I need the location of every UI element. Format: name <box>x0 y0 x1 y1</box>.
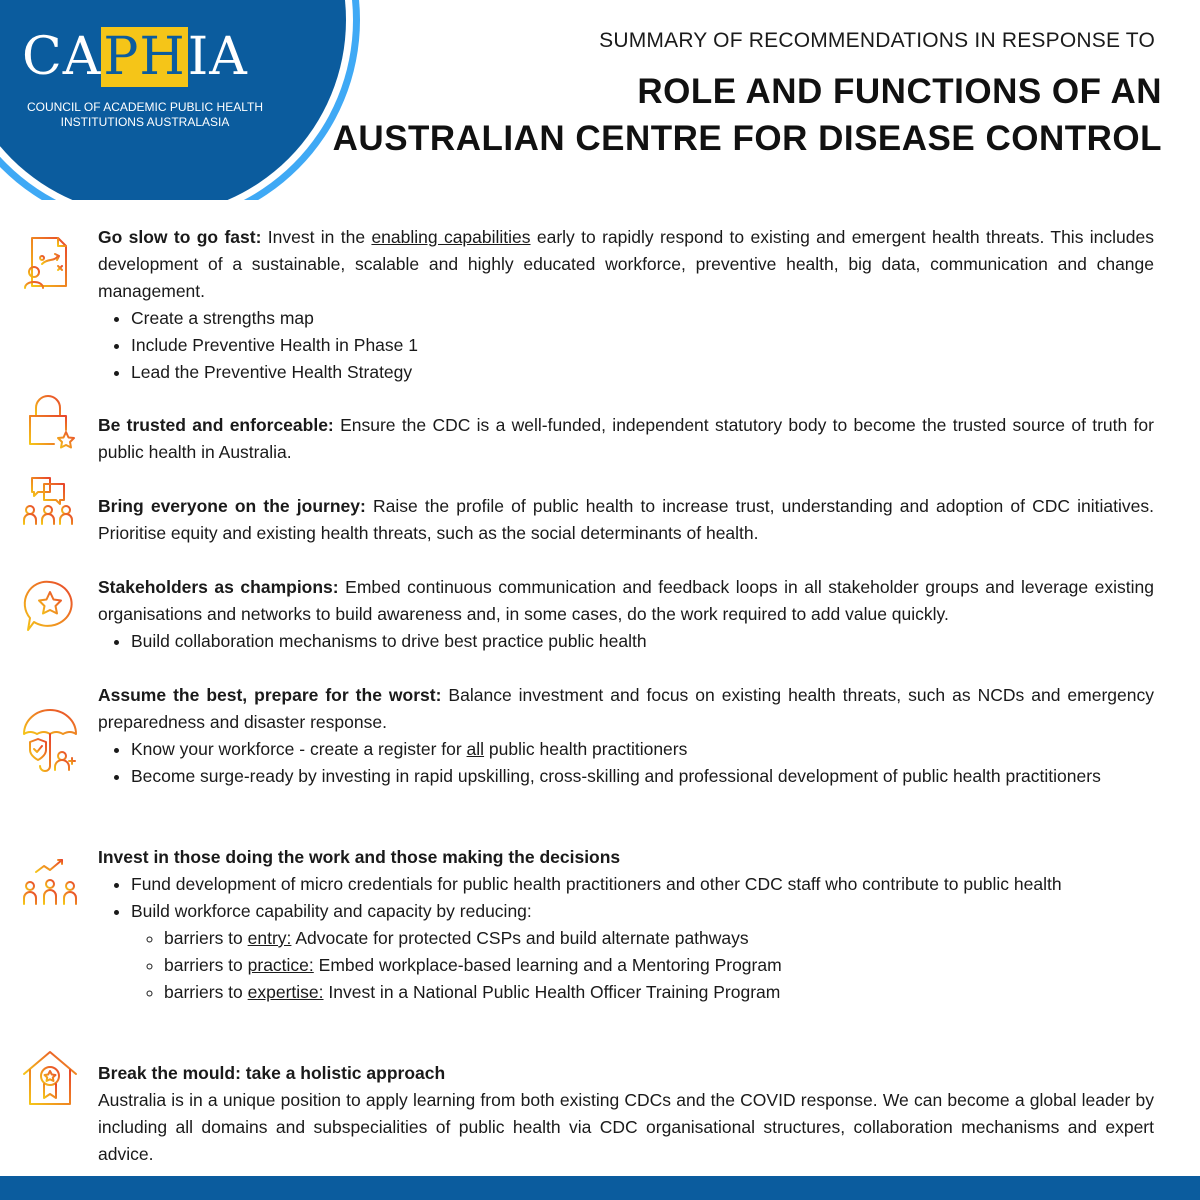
list-item: • Include Preventive Health in Phase 1 <box>131 332 1154 359</box>
section-trusted: Be trusted and enforceable: Ensure the CDC is a well-funded, independent statutory body to become the trusted source of truth for public health in Australia. <box>98 415 1154 462</box>
section-go-slow-paragraph: Go slow to go fast: Invest in the enabling capabilities early to rapidly respond to existing and emergent health threats. This includes development of a sustainable, scalable and highly educated workforce, preventive health, big data, communication and change management. <box>98 227 1154 301</box>
sub-list-item: ◦ barriers to entry: Advocate for protected CSPs and build alternate pathways <box>164 925 1154 952</box>
section-break-mould: Break the mould: take a holistic approach Australia is in a unique position to apply learning from both existing CDCs and the COVID response. We can become a global leader by including all domains and subspecialities of public health via CDC organisational structures, collaboration mechanisms and expert advice. <box>98 1063 1154 1164</box>
section-bring-everyone: Bring everyone on the journey: Raise the profile of public health to increase trust, understanding and adoption of CDC initiatives. Prioritise equity and existing health threats, such as the social determinants of health. <box>98 496 1154 543</box>
list-item: • Build collaboration mechanisms to drive best practice public health <box>131 628 1154 655</box>
section-go-slow <box>98 224 1154 386</box>
house-award-icon <box>20 1048 80 1108</box>
sub-list-item: ◦ barriers to practice: Embed workplace-based learning and a Mentoring Program <box>164 952 1154 979</box>
strategy-document-icon <box>20 232 80 292</box>
page-title: ROLE AND FUNCTIONS OF AN AUSTRALIAN CENTRE FOR DISEASE CONTROL <box>332 72 1162 158</box>
star-speech-bubble-icon <box>20 576 80 636</box>
lock-star-icon <box>20 392 80 452</box>
section-go-slow-list <box>98 305 1154 386</box>
header-subtitle: SUMMARY OF RECOMMENDATIONS IN RESPONSE TO <box>599 29 1155 52</box>
section-invest: Invest in those doing the work and those making the decisions • Fund development of micro credentials for public health practitioners and other CDC staff who contribute to public health • Build workforce capability and capacity by reducing: ◦ barriers to entry: Advocate for protected CSPs and build alternate pathways ◦ barriers to practice: Embed workplace-based learning and a Mentoring Program ◦ barriers to expertise: Invest in a National Public Health Officer Training Program <box>98 844 1154 1006</box>
team-growth-chart-icon <box>20 852 80 912</box>
list-item: • Become surge-ready by investing in rapid upskilling, cross-skilling and professional development of public health practitioners <box>131 763 1154 790</box>
section-stakeholders: Stakeholders as champions: Embed continuous communication and feedback loops in all stakeholder groups and leverage existing organisations and networks to build awareness and, in some cases, do the work required to add value quickly. • Build collaboration mechanisms to drive best practice public health <box>98 574 1154 655</box>
list-item: • Create a strengths map <box>131 305 1154 332</box>
list-item: • Build workforce capability and capacity by reducing: ◦ barriers to entry: Advocate for protected CSPs and build alternate pathways ◦ barriers to practice: Embed workplace-based learning and a Mentoring Program ◦ barriers to expertise: Invest in a National Public Health Officer Training Program <box>131 898 1154 1006</box>
logo-wordmark: CAPHIA <box>22 27 248 87</box>
list-item: • Fund development of micro credentials for public health practitioners and other CDC staff who contribute to public health <box>131 871 1154 898</box>
enabling-capabilities-link[interactable]: enabling capabilities <box>371 227 531 247</box>
logo-subtitle: COUNCIL OF ACADEMIC PUBLIC HEALTH INSTITUTIONS AUSTRALASIA <box>26 100 264 129</box>
umbrella-protection-icon <box>20 706 80 778</box>
sub-list-item: ◦ barriers to expertise: Invest in a National Public Health Officer Training Program <box>164 979 1154 1006</box>
list-item: • Know your workforce - create a register for all public health practitioners <box>131 736 1154 763</box>
people-chat-icon <box>20 472 80 532</box>
caphia-logo <box>0 0 380 200</box>
footer-bar <box>0 1176 1200 1200</box>
section-assume-best: Assume the best, prepare for the worst: Balance investment and focus on existing health threats, such as NCDs and emergency preparedness and disaster response. • Know your workforce - create a register for all public health practitioners • Become surge-ready by investing in rapid upskilling, cross-skilling and professional development of public health practitioners <box>98 682 1154 790</box>
list-item: • Lead the Preventive Health Strategy <box>131 359 1154 386</box>
